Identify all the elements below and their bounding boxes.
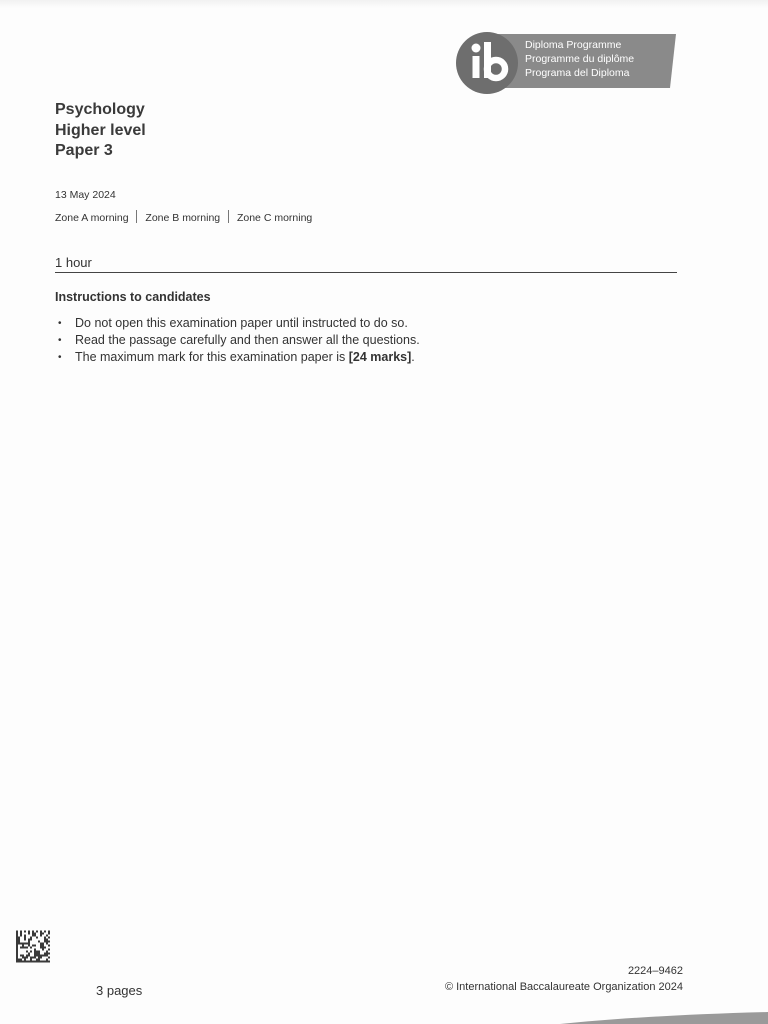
paper-title: Paper 3 [55, 142, 113, 159]
ib-mark-icon [456, 32, 518, 94]
logo-line-en: Diploma Programme [525, 39, 622, 51]
max-mark-prefix: The maximum mark for this examination paper is [75, 350, 349, 364]
instruction-item-max-mark [55, 349, 420, 366]
logo-programme-names [525, 38, 634, 80]
datamatrix-code-icon [16, 930, 50, 963]
copyright-notice: © International Baccalaureate Organization 2024 [444, 981, 683, 993]
zone-a-name: Zone A [55, 212, 88, 224]
max-mark-value: [24 marks] [348, 350, 412, 364]
zone-b-session: morning [182, 212, 221, 224]
zone-c-session: morning [274, 212, 313, 224]
page-count: 3 pages [96, 983, 143, 998]
zone-b-name: Zone B [145, 212, 180, 224]
exam-date: 13 May 2024 [55, 189, 116, 201]
max-mark-suffix: . [411, 350, 415, 364]
instruction-item: • Read the passage carefully and then answer all the questions. [55, 332, 420, 349]
zone-sessions [55, 210, 312, 224]
title-block [55, 100, 146, 162]
zone-divider [136, 210, 137, 223]
instructions-list [55, 315, 420, 366]
exam-duration: 1 hour [55, 255, 92, 270]
logo-line-es: Programa del Diploma [525, 67, 630, 79]
scan-edge-shade [0, 0, 768, 8]
paper-code: 2224–9462 [627, 965, 683, 977]
header-divider [55, 272, 677, 273]
subject-title: Psychology [55, 101, 145, 118]
instructions-heading: Instructions to candidates [55, 290, 211, 304]
zone-divider [228, 210, 229, 223]
logo-line-fr: Programme du diplôme [525, 53, 635, 65]
instruction-item: • Do not open this examination paper until instructed to do so. [55, 315, 420, 332]
scan-edge-swoosh [560, 1004, 768, 1024]
zone-a-session: morning [90, 212, 129, 224]
level-title: Higher level [55, 121, 146, 139]
ib-logo [456, 32, 678, 96]
zone-c-name: Zone C [236, 212, 272, 224]
